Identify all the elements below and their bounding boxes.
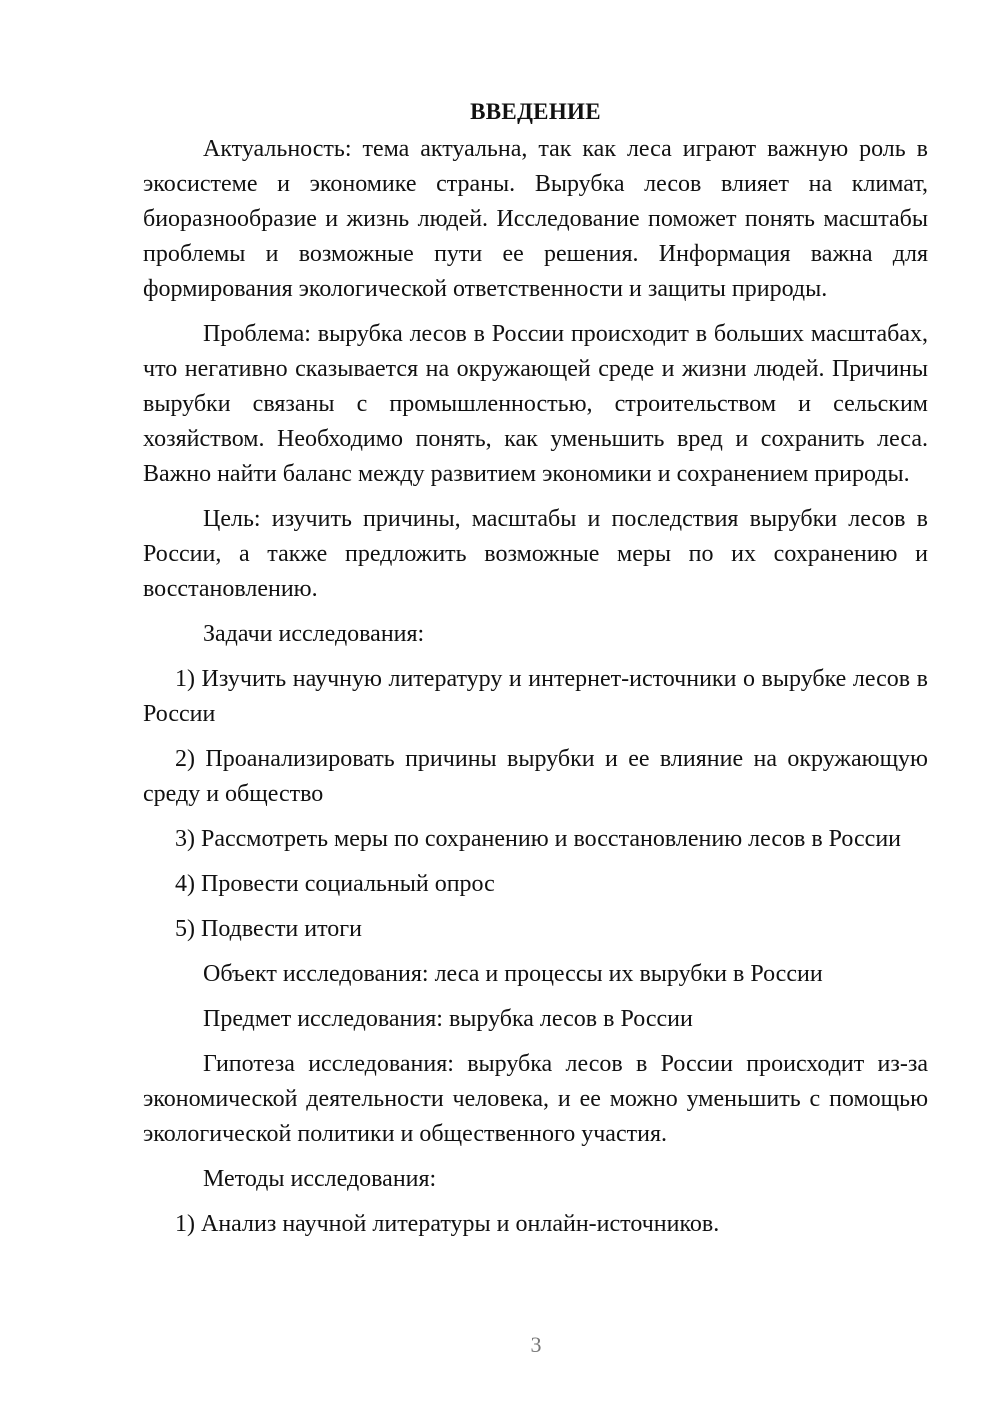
task-item-2: 2) Проанализировать причины вырубки и ее влияние на окружающую среду и общество: [143, 746, 928, 807]
paragraph-relevance: Актуальность: тема актуальна, так как леса играют важную роль в экосистеме и экономике страны. Вырубка лесов влияет на климат, биоразнообразие и жизнь людей. Исследование поможет понять масштабы проблемы и возможные пути ее решения. Информация важна для формирования экологической ответственности и защиты природы.: [143, 136, 928, 302]
page-number: 3: [530, 1332, 542, 1357]
section-title: ВВЕДЕНИЕ: [470, 99, 601, 124]
paragraph-hypothesis: Гипотеза исследования: вырубка лесов в России происходит из-за экономической деятельности человека, и ее можно уменьшить с помощью экологической политики и общественного участия.: [143, 1051, 928, 1147]
page-content: [143, 92, 928, 1252]
paragraph-object: Объект исследования: леса и процессы их вырубки в России: [203, 961, 823, 987]
task-item-3: 3) Рассмотреть меры по сохранению и восстановлению лесов в России: [175, 826, 901, 852]
method-item-1: 1) Анализ научной литературы и онлайн-источников.: [175, 1211, 720, 1237]
task-item-1: 1) Изучить научную литературу и интернет-источники о вырубке лесов в России: [143, 666, 928, 727]
paragraph-problem: Проблема: вырубка лесов в России происходит в больших масштабах, что негативно сказывается на окружающей среде и жизни людей. Причины вырубки связаны с промышленностью, строительством и сельским хозяйством. Необходимо понять, как уменьшить вред и сохранить леса. Важно найти баланс между развитием экономики и сохранением природы.: [143, 321, 928, 487]
methods-heading: Методы исследования:: [203, 1166, 437, 1192]
paragraph-subject: Предмет исследования: вырубка лесов в России: [203, 1006, 693, 1032]
task-item-5: 5) Подвести итоги: [175, 916, 362, 942]
tasks-heading: Задачи исследования:: [203, 621, 425, 647]
paragraph-goal: Цель: изучить причины, масштабы и последствия вырубки лесов в России, а также предложить возможные меры по их сохранению и восстановлению.: [143, 506, 928, 602]
task-item-4: 4) Провести социальный опрос: [175, 871, 495, 897]
